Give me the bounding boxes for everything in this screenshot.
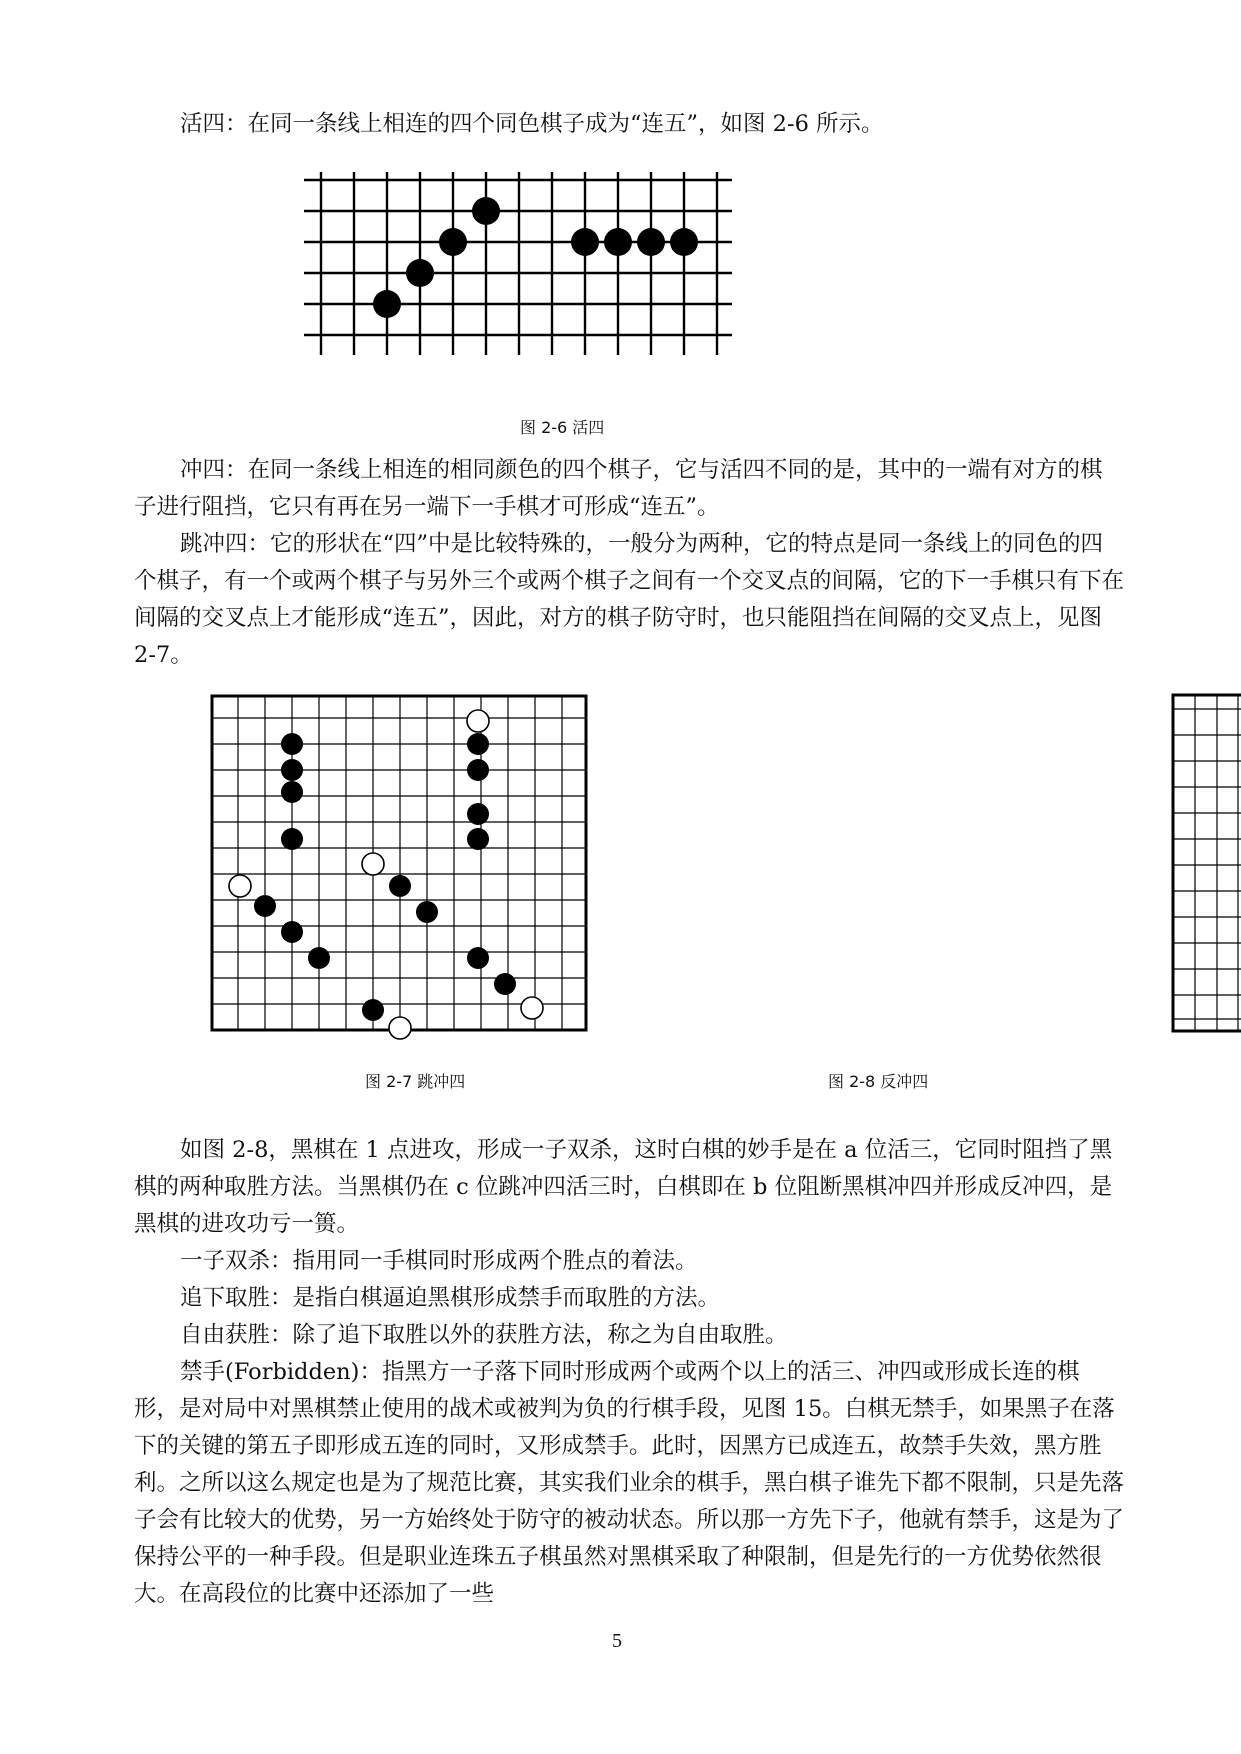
page-number: 5: [612, 1630, 622, 1652]
black-stone: [467, 759, 489, 781]
white-stone: [521, 997, 543, 1019]
white-stone: [467, 710, 489, 732]
black-stone: [254, 895, 276, 917]
black-stone: [389, 875, 411, 897]
black-stone: [281, 781, 303, 803]
paragraph-free-win: 自由获胜：除了追下取胜以外的获胜方法，称之为自由取胜。: [180, 1322, 788, 1348]
figure-2-7-caption: 图 2-7 跳冲四: [365, 1072, 466, 1091]
board-grid-lines: [1173, 695, 1241, 1031]
paragraph-double-kill: 一子双杀：指用同一手棋同时形成两个胜点的着法。: [180, 1248, 698, 1274]
black-stone: [281, 759, 303, 781]
black-stone: [494, 973, 516, 995]
black-stone: [637, 228, 665, 256]
paragraph-forbidden: 禁手(Forbidden)：指黑方一子落下同时形成两个或两个以上的活三、冲四或形成长连的棋形，是对局中对黑棋禁止使用的战术或被判为负的行棋手段，见图 15。白棋无禁手，如果黑子在落下的关键的第五子即形成五连的同时，又形成禁手。此时，因黑方已成连五，故禁手失效，黑方胜利。之所以这么规定也是为了规范比赛，其实我们业余的棋手，黑白棋子谁先下都不限制，只是先落子会有比较大的优势，另一方始终处于防守的被动状态。所以那一方先下子，他就有禁手，这是为了保持公平的一种手段。但是职业连珠五子棋虽然对黑棋采取了种限制，但是先行的一方优势依然很大。在高段位的比赛中还添加了一些: [134, 1359, 1125, 1607]
black-stone: [406, 259, 434, 287]
black-stone: [281, 921, 303, 943]
white-stone: [389, 1017, 411, 1039]
board-grid-lines: [212, 696, 586, 1030]
white-stone: [362, 853, 384, 875]
paragraph-figure-2-8-explanation: 如图 2-8，黑棋在 1 点进攻，形成一子双杀，这时白棋的妙手是在 a 位活三，它同时阻挡了黑棋的两种取胜方法。当黑棋仍在 c 位跳冲四活三时，白棋即在 b 位阻断黑棋冲四并形成反冲四，是黑棋的进攻功亏一篑。: [134, 1137, 1113, 1237]
black-stone: [439, 228, 467, 256]
black-stone: [467, 947, 489, 969]
black-stone: [467, 803, 489, 825]
black-stones: [373, 197, 698, 318]
black-stone: [281, 733, 303, 755]
black-stone: [604, 228, 632, 256]
paragraph-rush-four: 冲四：在同一条线上相连的相同颜色的四个棋子，它与活四不同的是，其中的一端有对方的棋子进行阻挡，它只有再在另一端下一手棋才可形成“连五”。: [134, 457, 1103, 520]
black-stone: [467, 828, 489, 850]
black-stone: [281, 828, 303, 850]
black-stone: [416, 901, 438, 923]
figure-2-6-board: [300, 170, 740, 360]
paragraph-forced-win: 追下取胜：是指白棋逼迫黑棋形成禁手而取胜的方法。: [180, 1285, 721, 1311]
white-stone: [229, 875, 251, 897]
board-grid-lines: [304, 172, 732, 355]
paragraph-live-four: 活四：在同一条线上相连的四个同色棋子成为“连五”，如图 2-6 所示。: [180, 111, 884, 137]
black-stone: [308, 947, 330, 969]
black-stone: [373, 290, 401, 318]
black-stone: [670, 228, 698, 256]
figure-2-8-caption: 图 2-8 反冲四: [828, 1072, 929, 1091]
black-stone: [467, 733, 489, 755]
black-stone: [571, 228, 599, 256]
paragraph-jump-rush-four: 跳冲四：它的形状在“四”中是比较特殊的，一般分为两种，它的特点是同一条线上的同色的四个棋子，有一个或两个棋子与另外三个或两个棋子之间有一个交叉点的间隔，它的下一手棋只有下在间隔的交叉点上才能形成“连五”，因此，对方的棋子防守时，也只能阻挡在间隔的交叉点上，见图 2-7。: [134, 531, 1125, 668]
black-stone: [472, 197, 500, 225]
black-stone: [362, 999, 384, 1021]
figure-2-8-board: [1171, 693, 1241, 1033]
figure-2-7-board: [210, 694, 590, 1034]
figure-2-6-caption: 图 2-6 活四: [520, 418, 605, 437]
